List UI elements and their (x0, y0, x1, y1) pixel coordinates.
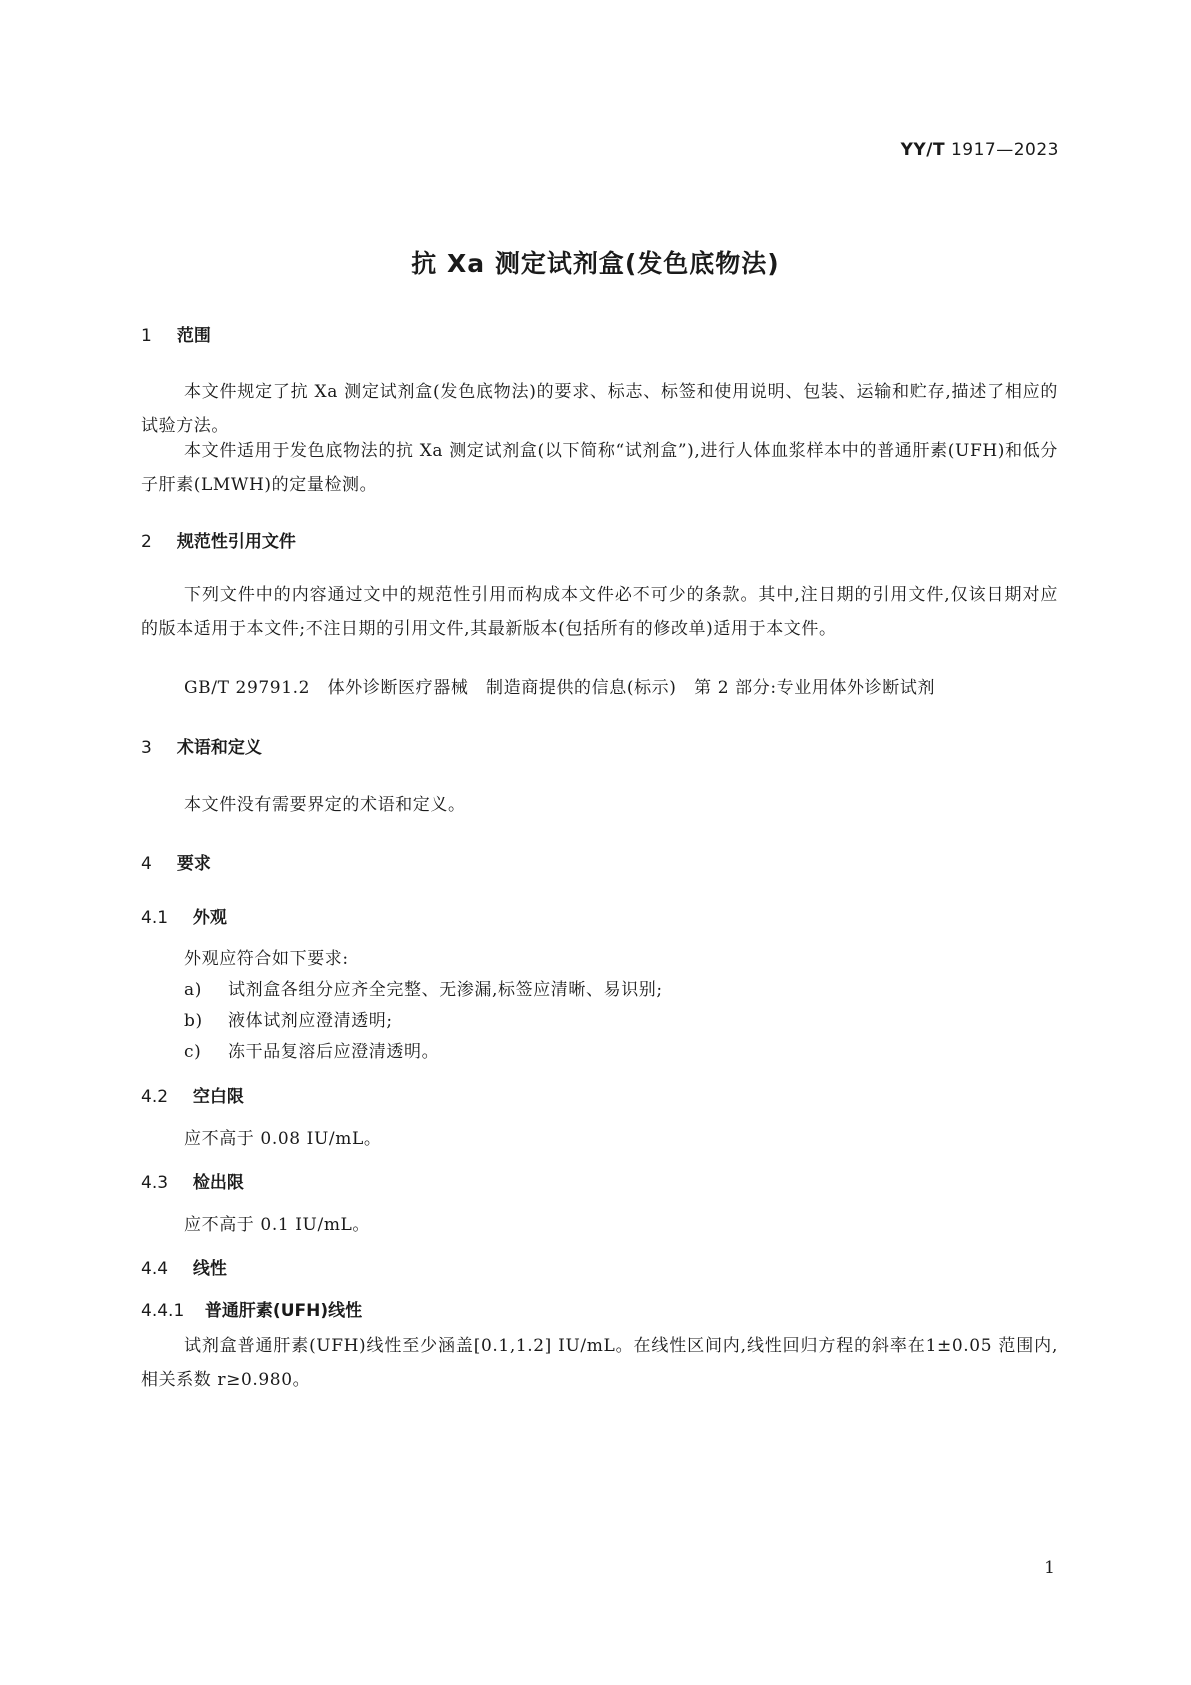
appearance-intro: 外观应符合如下要求: (184, 949, 349, 969)
section-3-paragraph: 本文件没有需要界定的术语和定义。 (184, 795, 466, 815)
section-4-number: 4 (141, 854, 152, 874)
list-item-text: 试剂盒各组分应齐全完整、无渗漏,标签应清晰、易识别; (228, 980, 663, 1000)
section-4-4-heading (141, 1254, 227, 1279)
document-code (901, 140, 1059, 160)
section-2-paragraph-1: 下列文件中的内容通过文中的规范性引用而构成本文件必不可少的条款。其中,注日期的引用文件,仅该日期对应的版本适用于本文件;不注日期的引用文件,其最新版本(包括所有的修改单)适用于本文件。 (141, 585, 1058, 639)
blank-limit-text: 应不高于 0.08 IU/mL。 (184, 1129, 382, 1149)
section-1-title: 范围 (176, 326, 211, 346)
section-4-2-number: 4.2 (141, 1087, 169, 1107)
section-3-number: 3 (141, 738, 152, 758)
detection-limit-text: 应不高于 0.1 IU/mL。 (184, 1215, 371, 1235)
section-4-1-number: 4.1 (141, 908, 169, 928)
section-4-4-1-number: 4.4.1 (141, 1301, 185, 1321)
document-code-prefix: YY/T (900, 140, 946, 160)
list-marker: a) (184, 980, 202, 1000)
section-1-number: 1 (141, 326, 152, 346)
section-4-title: 要求 (176, 854, 211, 874)
section-2-heading (141, 527, 296, 552)
section-4-1-title: 外观 (192, 908, 227, 928)
section-4-2-heading (141, 1082, 244, 1107)
section-4-3-heading (141, 1168, 244, 1193)
section-2-number: 2 (141, 532, 152, 552)
section-4-4-1-title: 普通肝素(UFH)线性 (204, 1301, 363, 1321)
page-number: 1 (1044, 1558, 1055, 1578)
section-1-paragraph-1: 本文件规定了抗 Xa 测定试剂盒(发色底物法)的要求、标志、标签和使用说明、包装、运输和贮存,描述了相应的试验方法。 (141, 382, 1058, 436)
list-item (184, 975, 663, 1000)
normative-reference: GB/T 29791.2 体外诊断医疗器械 制造商提供的信息(标示) 第 2 部分:专业用体外诊断试剂 (184, 678, 936, 698)
section-4-4-number: 4.4 (141, 1259, 169, 1279)
section-4-2-title: 空白限 (192, 1087, 244, 1107)
section-3-title: 术语和定义 (176, 738, 262, 758)
list-item-text: 冻干品复溶后应澄清透明。 (228, 1042, 440, 1062)
document-code-number: 1917—2023 (950, 140, 1059, 160)
section-2-title: 规范性引用文件 (176, 532, 296, 552)
list-item (184, 1037, 439, 1062)
section-4-4-title: 线性 (192, 1259, 227, 1279)
list-item-text: 液体试剂应澄清透明; (228, 1011, 393, 1031)
list-marker: c) (184, 1042, 202, 1062)
section-1-paragraph-2: 本文件适用于发色底物法的抗 Xa 测定试剂盒(以下简称“试剂盒”),进行人体血浆样本中的普通肝素(UFH)和低分子肝素(LMWH)的定量检测。 (141, 441, 1058, 495)
list-item (184, 1006, 393, 1031)
section-4-4-1-heading (141, 1296, 362, 1321)
section-4-3-title: 检出限 (192, 1173, 244, 1193)
document-title: 抗 Xa 测定试剂盒(发色底物法) (411, 249, 780, 278)
section-4-3-number: 4.3 (141, 1173, 169, 1193)
list-marker: b) (184, 1011, 203, 1031)
section-1-heading (141, 321, 211, 346)
section-3-heading (141, 733, 262, 758)
section-4-heading (141, 849, 211, 874)
ufh-linearity-paragraph: 试剂盒普通肝素(UFH)线性至少涵盖[0.1,1.2] IU/mL。在线性区间内,线性回归方程的斜率在1±0.05 范围内,相关系数 r≥0.980。 (141, 1336, 1058, 1390)
section-4-1-heading (141, 903, 227, 928)
